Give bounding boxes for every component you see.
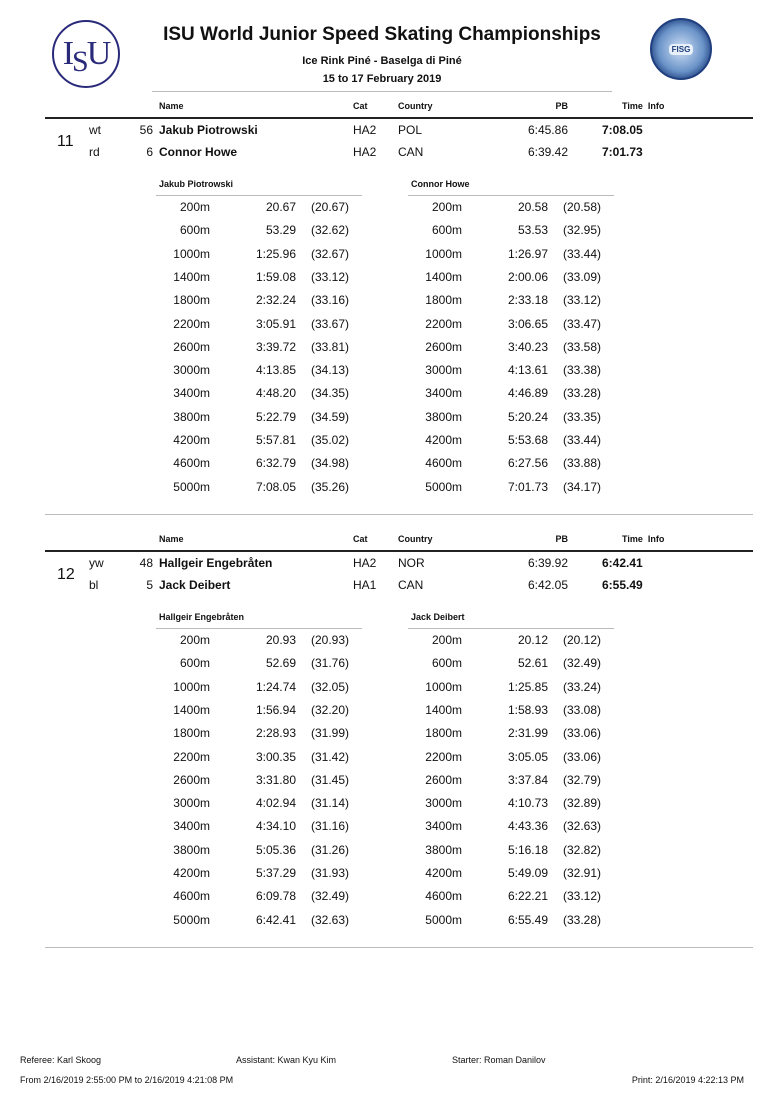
split-time: 4:48.20 [255, 386, 296, 401]
heat-end-divider [45, 947, 753, 948]
split-distance: 1800m [173, 726, 210, 741]
split-distance: 200m [179, 200, 210, 214]
split-distance: 3000m [173, 363, 210, 378]
lap-time: (32.05) [311, 679, 350, 694]
lap-time: (34.35) [311, 386, 350, 401]
category: HA2 [353, 123, 377, 137]
heat-number: 12 [57, 566, 75, 583]
split-time: 20.58 [517, 200, 548, 214]
split-divider [408, 628, 614, 629]
split-time: 6:32.79 [255, 456, 296, 471]
lap-time: (33.12) [311, 269, 350, 284]
bib: 56 [139, 123, 153, 137]
fisg-logo: FISG [650, 18, 712, 80]
lap-time: (32.63) [563, 819, 602, 834]
split-time: 5:37.29 [255, 866, 296, 880]
col-time-info: Time Info [622, 534, 665, 544]
split-distance: 2200m [425, 749, 462, 764]
split-distance: 3800m [173, 842, 210, 857]
split-time: 3:06.65 [507, 316, 548, 331]
lap-time: (33.08) [563, 702, 602, 717]
split-time: 1:25.96 [255, 246, 296, 261]
isu-logo: I S U [52, 20, 120, 88]
split-time: 4:10.73 [507, 796, 548, 811]
col-cat: Cat [353, 101, 368, 111]
split-distance: 4200m [173, 866, 210, 880]
split-time: 53.29 [265, 223, 296, 238]
lap-time: (31.76) [311, 656, 350, 671]
lap-time: (20.93) [311, 633, 350, 647]
split-time: 4:43.36 [507, 819, 548, 834]
lap-time: (34.98) [311, 456, 350, 471]
split-distance: 2200m [173, 316, 210, 331]
split-skater-name: Jakub Piotrowski [159, 179, 234, 189]
col-cat: Cat [353, 534, 368, 544]
split-time: 52.69 [265, 656, 296, 671]
split-time: 1:58.93 [507, 702, 548, 717]
lap-time: (32.62) [311, 223, 350, 238]
split-time: 5:57.81 [255, 433, 296, 447]
split-time: 4:34.10 [255, 819, 296, 834]
bib: 6 [146, 145, 153, 159]
split-time: 2:33.18 [507, 293, 548, 308]
lane: wt [89, 123, 101, 137]
col-name: Name [159, 101, 184, 111]
split-distance: 600m [431, 656, 462, 671]
lap-time: (31.16) [311, 819, 350, 834]
skater-name: Hallgeir Engebråten [159, 556, 273, 570]
split-distance: 5000m [173, 912, 210, 927]
personal-best: 6:39.92 [527, 556, 568, 570]
split-time: 52.61 [517, 656, 548, 671]
split-time: 1:24.74 [255, 679, 296, 694]
bib: 5 [146, 578, 153, 592]
split-distance: 2600m [425, 772, 462, 787]
lap-time: (32.49) [311, 889, 350, 904]
lap-time: (34.13) [311, 363, 350, 378]
bib: 48 [139, 556, 153, 570]
split-distance: 1400m [173, 702, 210, 717]
split-distance: 4600m [173, 456, 210, 471]
lane: bl [89, 578, 99, 592]
lap-time: (33.58) [563, 339, 602, 354]
split-distance: 5000m [173, 479, 210, 494]
split-time: 3:05.05 [507, 749, 548, 764]
col-pb: PB [555, 534, 568, 544]
heat-end-divider [45, 514, 753, 515]
lap-time: (35.02) [311, 433, 350, 447]
split-distance: 3400m [425, 386, 462, 401]
final-time: 7:08.05 [602, 123, 643, 137]
lap-time: (33.47) [563, 316, 602, 331]
split-skater-name: Jack Deibert [411, 612, 465, 622]
country: NOR [398, 556, 425, 570]
lap-time: (32.63) [311, 912, 350, 927]
lap-time: (33.28) [563, 912, 602, 927]
lap-time: (32.82) [563, 842, 602, 857]
split-distance: 4200m [173, 433, 210, 447]
split-time: 2:28.93 [255, 726, 296, 741]
category: HA1 [353, 578, 377, 592]
lap-time: (33.35) [563, 409, 602, 424]
lap-time: (33.44) [563, 246, 602, 261]
lap-time: (31.99) [311, 726, 350, 741]
split-time: 6:27.56 [507, 456, 548, 471]
split-distance: 200m [431, 633, 462, 647]
col-country: Country [398, 101, 433, 111]
personal-best: 6:45.86 [527, 123, 568, 137]
lane: yw [89, 556, 104, 570]
split-time: 5:49.09 [507, 866, 548, 880]
lap-time: (31.26) [311, 842, 350, 857]
lap-time: (35.26) [311, 479, 350, 494]
split-distance: 3400m [425, 819, 462, 834]
split-distance: 600m [179, 223, 210, 238]
split-time: 1:56.94 [255, 702, 296, 717]
split-distance: 3800m [425, 842, 462, 857]
split-time: 2:31.99 [507, 726, 548, 741]
final-time: 7:01.73 [602, 145, 643, 159]
split-time: 6:55.49 [507, 912, 548, 927]
venue: Ice Rink Piné - Baselga di Piné [302, 55, 462, 67]
lap-time: (32.91) [563, 866, 602, 880]
split-time: 4:13.85 [255, 363, 296, 378]
skater-name: Connor Howe [159, 145, 237, 159]
final-time: 6:42.41 [602, 556, 643, 570]
split-distance: 2200m [173, 749, 210, 764]
lap-time: (32.95) [563, 223, 602, 238]
page-title: ISU World Junior Speed Skating Championships [163, 24, 601, 45]
split-time: 1:59.08 [255, 269, 296, 284]
heat-divider [45, 117, 753, 119]
lap-time: (33.67) [311, 316, 350, 331]
split-distance: 600m [431, 223, 462, 238]
split-time: 7:01.73 [507, 479, 548, 494]
lap-time: (32.20) [311, 702, 350, 717]
split-distance: 4600m [425, 889, 462, 904]
split-distance: 1800m [425, 726, 462, 741]
split-time: 1:26.97 [507, 246, 548, 261]
split-distance: 600m [179, 656, 210, 671]
split-distance: 2600m [173, 339, 210, 354]
split-distance: 4200m [425, 866, 462, 880]
skater-name: Jakub Piotrowski [159, 123, 258, 137]
split-skater-name: Connor Howe [411, 179, 470, 189]
lap-time: (33.12) [563, 889, 602, 904]
print-time: Print: 2/16/2019 4:22:13 PM [631, 1075, 744, 1085]
split-distance: 1000m [425, 679, 462, 694]
lap-time: (20.12) [563, 633, 602, 647]
split-time: 7:08.05 [255, 479, 296, 494]
personal-best: 6:39.42 [527, 145, 568, 159]
lap-time: (31.45) [311, 772, 350, 787]
country: POL [398, 123, 423, 137]
split-time: 6:09.78 [255, 889, 296, 904]
lap-time: (32.67) [311, 246, 350, 261]
split-time: 3:37.84 [507, 772, 548, 787]
split-time: 3:05.91 [255, 316, 296, 331]
split-distance: 2600m [173, 772, 210, 787]
split-time: 3:31.80 [255, 772, 296, 787]
split-divider [156, 195, 362, 196]
split-distance: 3400m [173, 819, 210, 834]
split-distance: 1400m [425, 269, 462, 284]
split-time: 20.67 [265, 200, 296, 214]
split-time: 4:13.61 [507, 363, 548, 378]
split-time: 2:00.06 [507, 269, 548, 284]
split-time: 6:22.21 [507, 889, 548, 904]
split-distance: 1000m [425, 246, 462, 261]
split-distance: 1800m [173, 293, 210, 308]
col-pb: PB [555, 101, 568, 111]
split-time: 5:05.36 [255, 842, 296, 857]
lap-time: (33.88) [563, 456, 602, 471]
category: HA2 [353, 556, 377, 570]
split-distance: 3000m [425, 796, 462, 811]
split-distance: 4600m [173, 889, 210, 904]
split-distance: 3800m [173, 409, 210, 424]
split-time: 4:46.89 [507, 386, 548, 401]
col-country: Country [398, 534, 433, 544]
lap-time: (20.67) [311, 200, 350, 214]
lap-time: (33.06) [563, 726, 602, 741]
split-distance: 1400m [425, 702, 462, 717]
split-distance: 4600m [425, 456, 462, 471]
lap-time: (33.06) [563, 749, 602, 764]
split-distance: 2200m [425, 316, 462, 331]
split-distance: 3000m [173, 796, 210, 811]
split-distance: 1000m [173, 679, 210, 694]
lap-time: (31.14) [311, 796, 350, 811]
lap-time: (32.79) [563, 772, 602, 787]
lap-time: (33.24) [563, 679, 602, 694]
split-time: 4:02.94 [255, 796, 296, 811]
split-time: 6:42.41 [255, 912, 296, 927]
split-distance: 1800m [425, 293, 462, 308]
lap-time: (34.17) [563, 479, 602, 494]
split-distance: 5000m [425, 912, 462, 927]
lane: rd [89, 145, 100, 159]
lap-time: (33.09) [563, 269, 602, 284]
split-time: 3:39.72 [255, 339, 296, 354]
lap-time: (31.93) [311, 866, 350, 880]
split-time: 5:53.68 [507, 433, 548, 447]
lap-time: (33.12) [563, 293, 602, 308]
category: HA2 [353, 145, 377, 159]
lap-time: (33.16) [311, 293, 350, 308]
lap-time: (34.59) [311, 409, 350, 424]
lap-time: (32.49) [563, 656, 602, 671]
lap-time: (31.42) [311, 749, 350, 764]
lap-time: (33.28) [563, 386, 602, 401]
referee: Referee: Karl Skoog [20, 1055, 102, 1065]
lap-time: (32.89) [563, 796, 602, 811]
split-time: 20.93 [265, 633, 296, 647]
split-distance: 3800m [425, 409, 462, 424]
split-divider [156, 628, 362, 629]
personal-best: 6:42.05 [527, 578, 568, 592]
split-distance: 3400m [173, 386, 210, 401]
heat-number: 11 [57, 133, 74, 150]
split-time: 3:40.23 [507, 339, 548, 354]
split-distance: 4200m [425, 433, 462, 447]
final-time: 6:55.49 [602, 578, 643, 592]
split-time: 5:20.24 [507, 409, 548, 424]
country: CAN [398, 145, 424, 159]
col-time-info: Time Info [622, 101, 665, 111]
split-distance: 200m [179, 633, 210, 647]
assistant: Assistant: Kwan Kyu Kim [236, 1055, 337, 1065]
split-divider [408, 195, 614, 196]
split-distance: 5000m [425, 479, 462, 494]
lap-time: (33.38) [563, 363, 602, 378]
lap-time: (33.44) [563, 433, 602, 447]
split-time: 3:00.35 [255, 749, 296, 764]
split-time: 53.53 [517, 223, 548, 238]
split-distance: 3000m [425, 363, 462, 378]
split-distance: 200m [431, 200, 462, 214]
country: CAN [398, 578, 424, 592]
split-time: 5:16.18 [507, 842, 548, 857]
skater-name: Jack Deibert [159, 578, 231, 592]
dates: 15 to 17 February 2019 [322, 73, 442, 85]
split-time: 2:32.24 [255, 293, 296, 308]
period: From 2/16/2019 2:55:00 PM to 2/16/2019 4:21:08 PM [20, 1075, 234, 1085]
header-divider [152, 91, 612, 92]
split-distance: 1400m [173, 269, 210, 284]
split-distance: 2600m [425, 339, 462, 354]
lap-time: (20.58) [563, 200, 602, 214]
col-name: Name [159, 534, 184, 544]
split-time: 20.12 [517, 633, 548, 647]
heat-divider [45, 550, 753, 552]
lap-time: (33.81) [311, 339, 350, 354]
split-time: 5:22.79 [255, 409, 296, 424]
split-time: 1:25.85 [507, 679, 548, 694]
split-skater-name: Hallgeir Engebråten [159, 612, 245, 622]
starter: Starter: Roman Danilov [452, 1055, 546, 1065]
split-distance: 1000m [173, 246, 210, 261]
